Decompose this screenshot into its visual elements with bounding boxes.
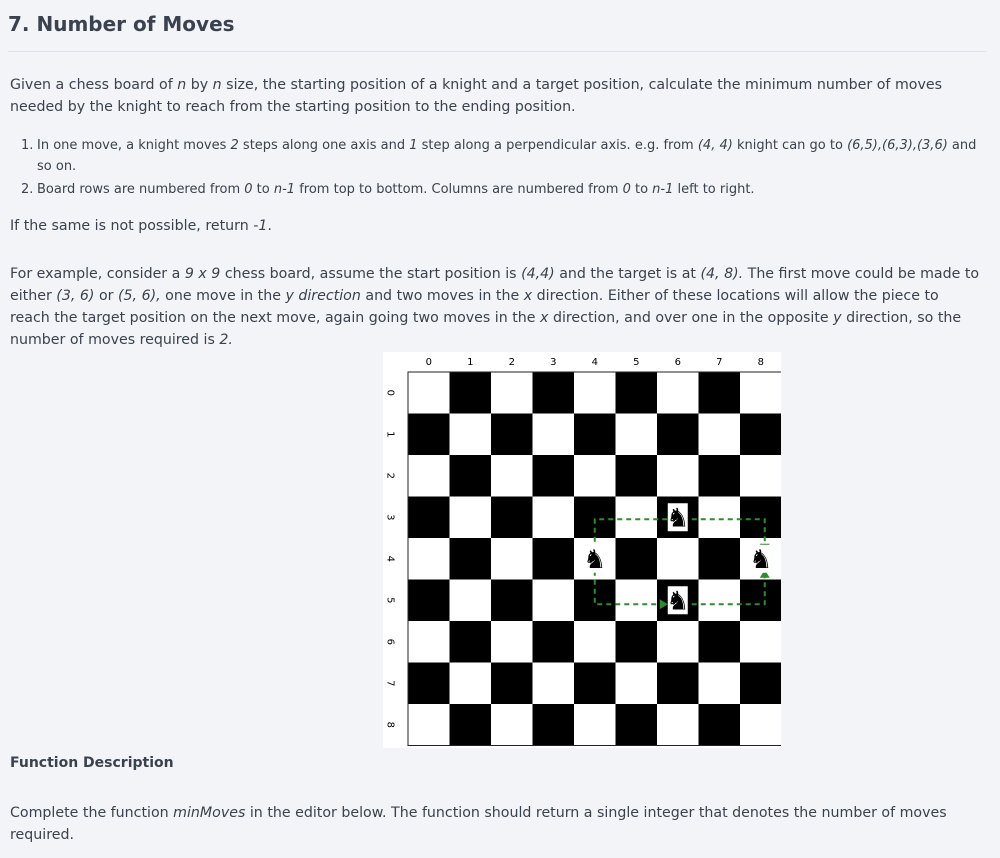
list-value: n-1 — [652, 182, 674, 197]
board-square — [408, 372, 450, 414]
column-label: 2 — [508, 357, 515, 368]
board-square — [616, 497, 658, 539]
function-desc-text: Complete the function — [10, 805, 174, 821]
example-value: (4, 8). — [700, 266, 744, 282]
example-value: y — [833, 310, 842, 326]
column-label: 3 — [550, 357, 557, 368]
board-square — [574, 372, 616, 414]
row-label: 8 — [384, 721, 396, 728]
board-square — [491, 414, 533, 456]
board-square — [408, 663, 450, 705]
knight-piece-icon: ♞ — [666, 586, 690, 617]
board-square — [574, 414, 616, 456]
board-square — [699, 497, 741, 539]
chess-board-figure — [383, 352, 781, 748]
board-square — [699, 663, 741, 705]
not-possible-text: If the same is not possible, return — [10, 218, 254, 234]
board-square — [740, 580, 781, 622]
list-text: step along a perpendicular axis. e.g. from — [417, 138, 698, 153]
column-label: 7 — [716, 357, 723, 368]
list-text: and — [947, 138, 977, 153]
example-text: direction, so the number of moves required is — [10, 310, 962, 348]
row-label: 1 — [384, 431, 396, 438]
example-text: one move in the — [160, 288, 286, 304]
example-value: (3, 6) — [56, 288, 95, 304]
board-square — [450, 704, 492, 746]
board-square — [533, 580, 575, 622]
row-label: 2 — [384, 472, 396, 479]
column-label: 0 — [425, 357, 432, 368]
example-text: and two moves in the — [360, 288, 524, 304]
row-label: 3 — [384, 514, 396, 521]
list-value: 1 — [409, 138, 418, 153]
list-text: from top to bottom. Columns are numbered from — [295, 182, 623, 197]
list-text: left to right. — [673, 182, 755, 197]
example-text: direction. Either of these locations will allow the piece to reach the target position on the next move, again going two moves in the — [10, 288, 939, 326]
list-text-continued: so on. — [37, 159, 77, 174]
list-text: knight can go to — [732, 138, 848, 153]
example-paragraph — [10, 263, 982, 351]
list-value: 0 — [622, 182, 631, 197]
example-value: y direction — [285, 288, 361, 304]
board-square — [699, 372, 741, 414]
example-text: For example, consider a — [10, 266, 185, 282]
row-label: 0 — [384, 389, 396, 396]
function-desc-text-end: in the editor below. The function should return a single integer that denotes the number of moves required. — [10, 805, 947, 843]
board-square — [574, 704, 616, 746]
example-value: 2. — [219, 332, 233, 348]
board-square — [491, 372, 533, 414]
row-label: 7 — [384, 680, 396, 687]
board-square — [699, 455, 741, 497]
board-square — [699, 621, 741, 663]
board-square — [740, 372, 781, 414]
board-square — [740, 497, 781, 539]
board-square — [574, 621, 616, 663]
example-text: and the target is at — [554, 266, 701, 282]
board-square — [574, 455, 616, 497]
board-square — [616, 580, 658, 622]
knight-piece-icon: ♞ — [749, 544, 773, 575]
board-square — [408, 621, 450, 663]
function-description-heading: Function Description — [10, 755, 174, 771]
list-number: 1. — [21, 138, 34, 153]
function-name: minMoves — [173, 805, 246, 821]
board-square — [450, 621, 492, 663]
board-square — [491, 538, 533, 580]
board-square — [616, 663, 658, 705]
column-label: 6 — [674, 357, 681, 368]
board-square — [450, 580, 492, 622]
board-square — [491, 497, 533, 539]
board-square — [450, 663, 492, 705]
knight-piece-icon: ♞ — [666, 503, 690, 534]
list-text: Board rows are numbered from — [37, 182, 245, 197]
example-value: (4,4) — [521, 266, 555, 282]
intro-text-1: Given a chess board of — [10, 77, 178, 93]
board-square — [408, 580, 450, 622]
board-square — [450, 538, 492, 580]
board-square — [616, 414, 658, 456]
board-square — [450, 455, 492, 497]
board-square — [740, 704, 781, 746]
knight-piece-icon: ♞ — [583, 544, 607, 575]
row-label: 6 — [384, 638, 396, 645]
not-possible-paragraph — [10, 215, 982, 237]
page-title: 7. Number of Moves — [8, 12, 235, 36]
row-label: 4 — [384, 555, 396, 562]
list-text: In one move, a knight moves — [37, 138, 231, 153]
list-text: to — [630, 182, 653, 197]
intro-var-n1: n — [177, 77, 187, 93]
board-square — [657, 538, 699, 580]
board-square — [533, 538, 575, 580]
board-square — [616, 538, 658, 580]
list-text: to — [252, 182, 274, 197]
board-square — [657, 372, 699, 414]
board-square — [616, 621, 658, 663]
function-description-paragraph — [10, 802, 982, 846]
board-square — [740, 663, 781, 705]
intro-text-2: by — [186, 77, 213, 93]
list-text: steps along one axis and — [238, 138, 410, 153]
board-square — [740, 414, 781, 456]
example-value: (5, 6), — [118, 288, 161, 304]
board-square — [699, 704, 741, 746]
column-label: 8 — [757, 357, 764, 368]
board-square — [616, 704, 658, 746]
example-text: chess board, assume the start position is — [220, 266, 522, 282]
title-divider — [8, 51, 986, 52]
column-label: 5 — [633, 357, 640, 368]
board-square — [657, 414, 699, 456]
list-value: n-1 — [273, 182, 296, 197]
board-square — [491, 621, 533, 663]
example-text: or — [94, 288, 118, 304]
board-square — [740, 621, 781, 663]
board-square — [533, 621, 575, 663]
list-number: 2. — [21, 182, 34, 197]
list-value: (4, 4) — [697, 138, 733, 153]
board-square — [533, 414, 575, 456]
intro-text-3: size, the starting position of a knight and a target position, calculate the minimum number of moves needed by the knight to reach from the starting position to the ending position. — [10, 77, 942, 115]
example-value: 9 x 9 — [184, 266, 221, 282]
board-square — [699, 538, 741, 580]
board-square — [450, 414, 492, 456]
not-possible-value: -1 — [253, 218, 268, 234]
board-square — [408, 414, 450, 456]
list-item — [21, 179, 986, 200]
board-square — [491, 704, 533, 746]
board-square — [533, 704, 575, 746]
intro-var-n2: n — [212, 77, 222, 93]
list-value: 0 — [244, 182, 253, 197]
board-square — [533, 455, 575, 497]
board-square — [408, 538, 450, 580]
board-square — [740, 455, 781, 497]
board-square — [574, 663, 616, 705]
board-square — [491, 580, 533, 622]
example-text: direction, and over one in the opposite — [548, 310, 834, 326]
board-square — [491, 663, 533, 705]
column-label: 4 — [591, 357, 598, 368]
board-square — [616, 455, 658, 497]
list-value: 2 — [230, 138, 239, 153]
not-possible-text-end: . — [267, 218, 272, 234]
board-square — [616, 372, 658, 414]
list-item — [21, 135, 986, 177]
intro-paragraph — [10, 74, 982, 118]
column-label: 1 — [467, 357, 474, 368]
board-square — [408, 455, 450, 497]
chess-board-svg — [383, 352, 781, 748]
board-square — [450, 497, 492, 539]
board-square — [408, 704, 450, 746]
example-text: The first move could be made to either — [10, 266, 980, 304]
board-square — [533, 497, 575, 539]
board-square — [699, 414, 741, 456]
row-label: 5 — [384, 597, 396, 604]
board-square — [657, 621, 699, 663]
board-square — [657, 663, 699, 705]
board-square — [699, 580, 741, 622]
example-value: x — [540, 310, 549, 326]
board-square — [408, 497, 450, 539]
list-value: (6,5),(6,3),(3,6) — [847, 138, 948, 153]
board-square — [491, 455, 533, 497]
example-value: x — [523, 288, 533, 304]
board-square — [657, 455, 699, 497]
board-square — [533, 663, 575, 705]
board-square — [450, 372, 492, 414]
board-square — [657, 704, 699, 746]
board-square — [533, 372, 575, 414]
